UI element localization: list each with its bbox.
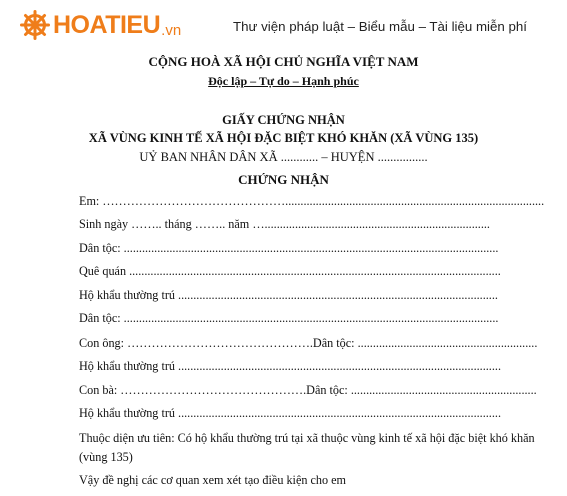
site-header — [0, 0, 567, 52]
request-line: Vậy đề nghị các cơ quan xem xét tạo điều kiện cho em — [79, 473, 347, 487]
field-line-ethnicity-2: Dân tộc: ........................................................................................................................... — [79, 311, 499, 325]
field-line-father-residence: Hộ khẩu thường trú .......................................................................................................... — [79, 359, 501, 373]
document-subtitle: XÃ VÙNG KINH TẾ XÃ HỘI ĐẶC BIỆT KHÓ KHĂN (XÃ VÙNG 135) — [88, 131, 479, 145]
field-line-residence: Hộ khẩu thường trú ......................................................................................................... — [79, 288, 498, 302]
field-line-mother-residence: Hộ khẩu thường trú .......................................................................................................... — [79, 406, 501, 420]
ship-wheel-icon — [20, 10, 50, 40]
site-tagline: Thư viện pháp luật – Biểu mẫu – Tài liệu miễn phí — [233, 19, 527, 34]
committee-line: UỶ BAN NHÂN DÂN XÃ ............ – HUYỆN ................ — [139, 150, 428, 164]
field-line-hometown: Quê quán .......................................................................................................................... — [79, 264, 501, 278]
priority-paragraph: Thuộc diện ưu tiên: Có hộ khẩu thường trú tại xã thuộc vùng kinh tế xã hội đặc biệt khó khăn (vùng 135) — [79, 431, 535, 464]
national-motto: Độc lập – Tự do – Hạnh phúc — [208, 74, 359, 88]
certify-heading: CHỨNG NHẬN — [238, 172, 329, 187]
nation-heading: CỘNG HOÀ XÃ HỘI CHỦ NGHĨA VIỆT NAM — [148, 54, 419, 69]
hoatieu-logo[interactable] — [20, 10, 181, 40]
logo-suffix: .vn — [161, 22, 182, 39]
field-line-birthdate: Sinh ngày …….. tháng …….. năm ….......................................................................... — [79, 217, 490, 231]
field-line-name: Em: ………………………………………..................................................................................... — [79, 194, 545, 208]
logo-text: HOATIEU — [53, 10, 161, 39]
field-line-mother: Con bà: ……………………………………….Dân tộc: ............................................................. — [79, 383, 537, 397]
document-title: GIẤY CHỨNG NHẬN — [222, 113, 345, 127]
field-line-father: Con ông: ……………………………………….Dân tộc: ........................................................... — [79, 336, 538, 350]
field-line-ethnicity: Dân tộc: ........................................................................................................................... — [79, 241, 499, 255]
